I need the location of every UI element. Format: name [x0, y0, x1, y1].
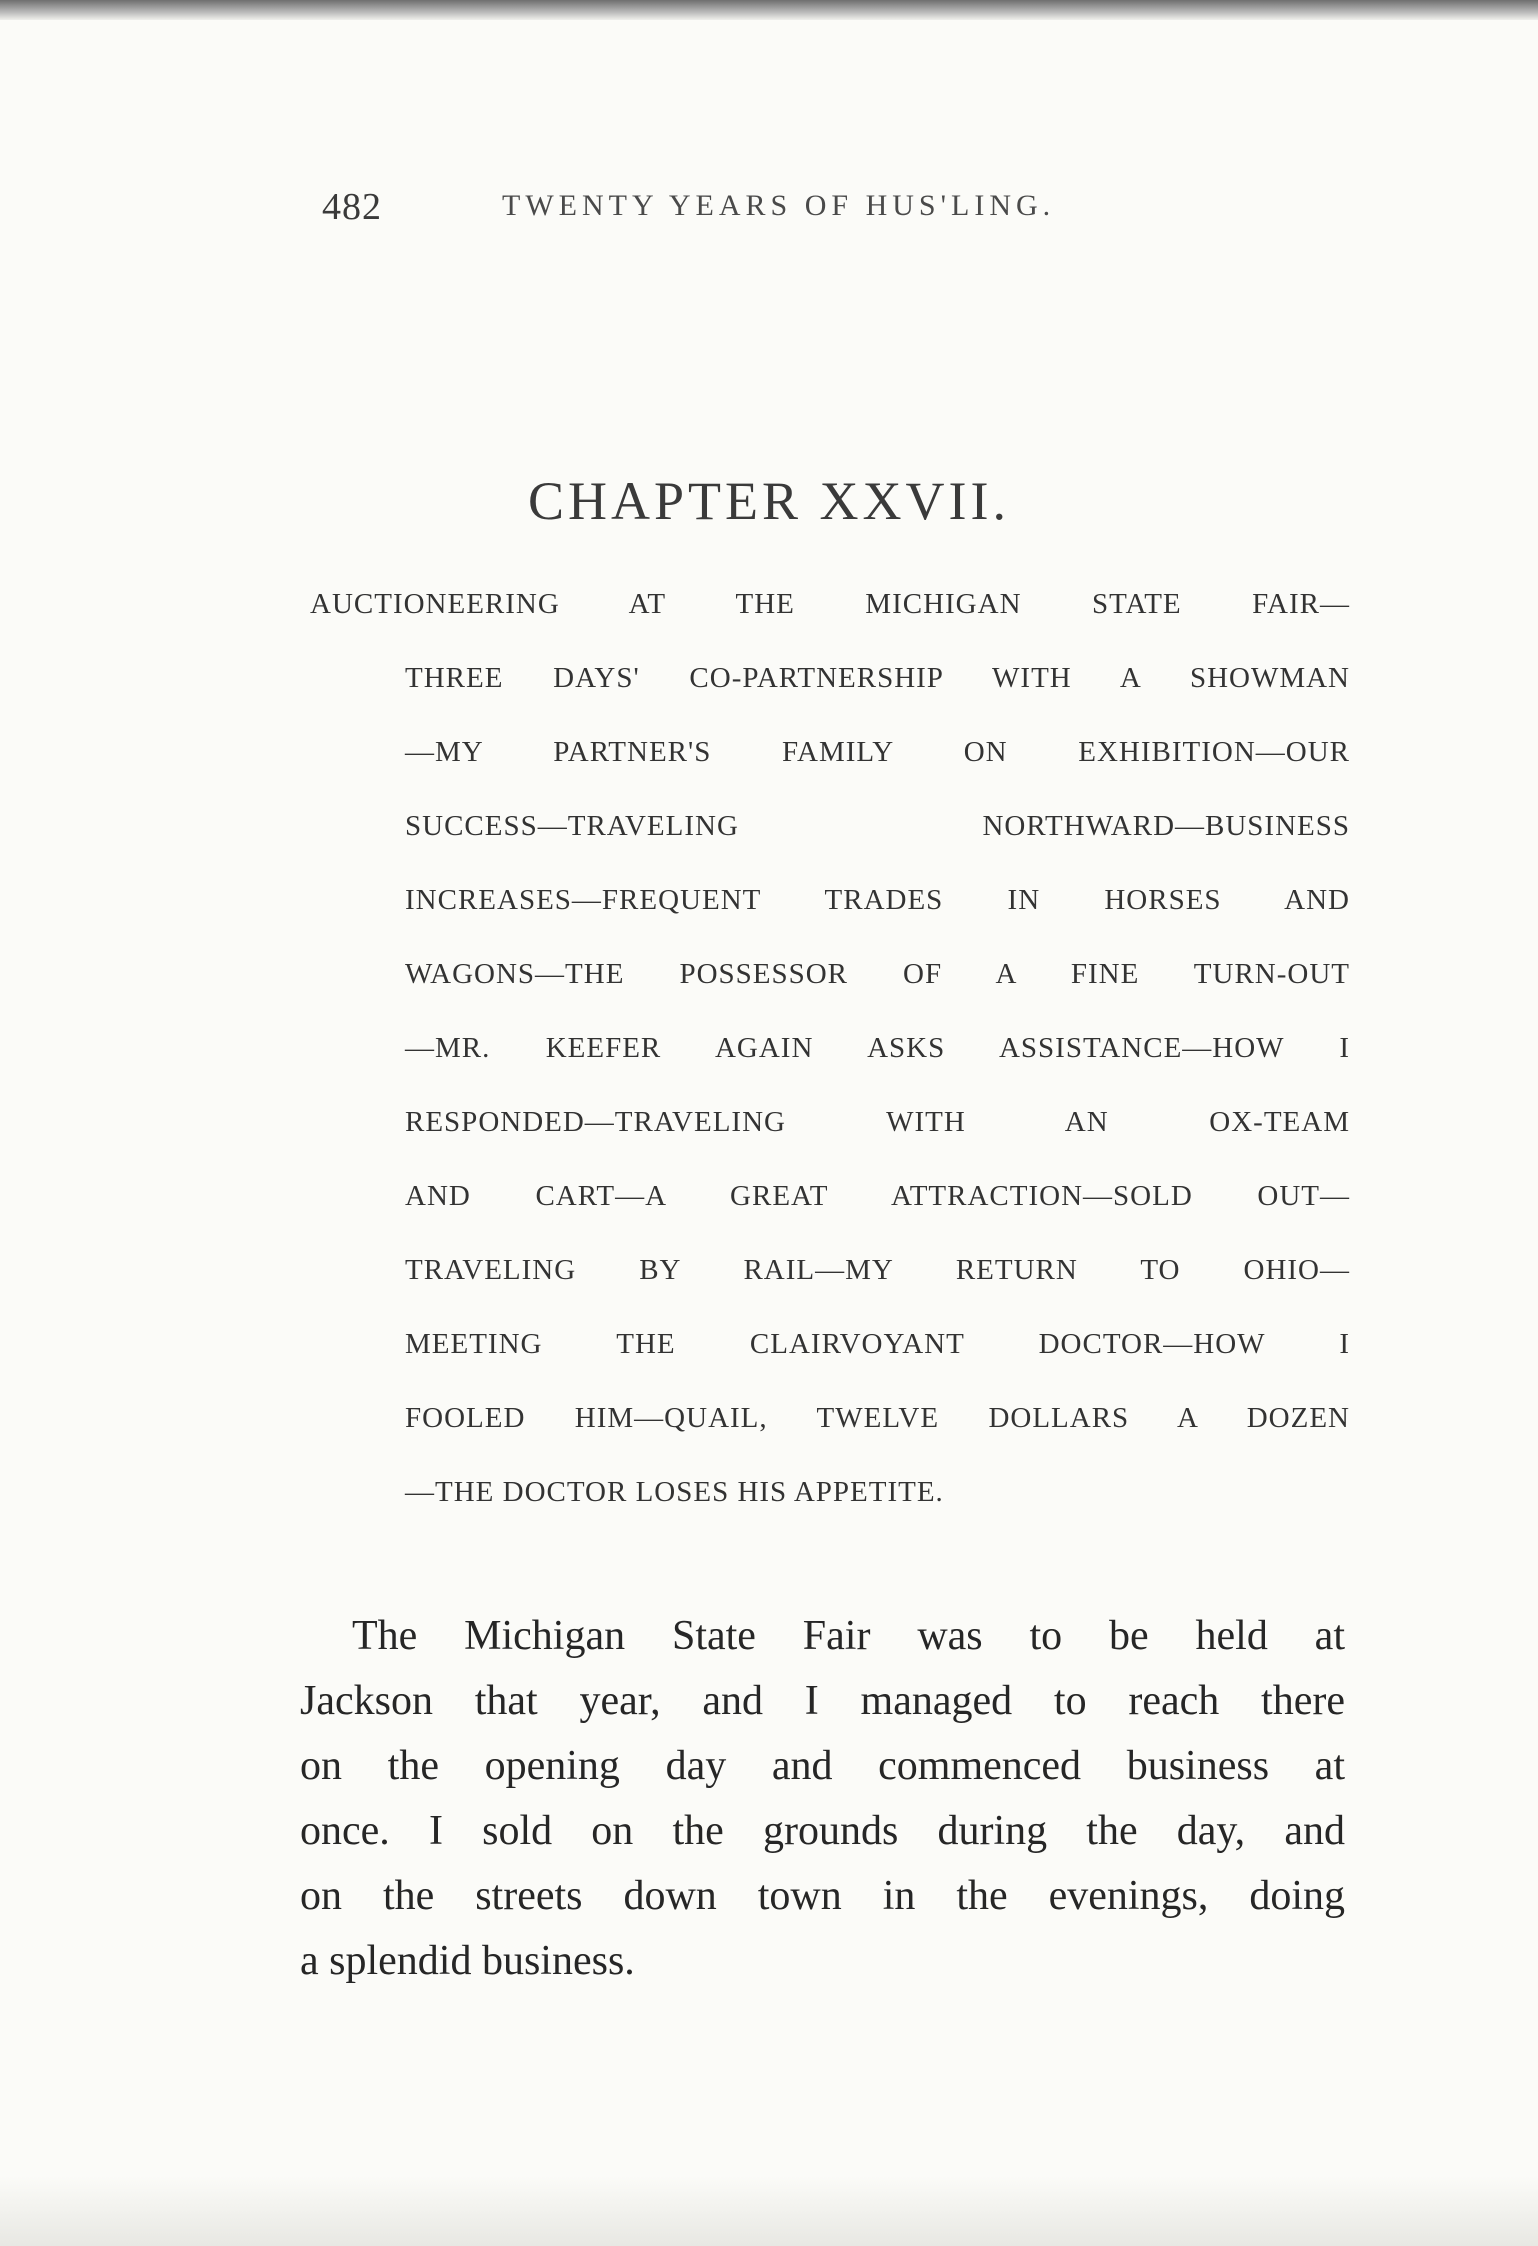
chapter-title: CHAPTER XXVII. [528, 471, 1010, 531]
body-paragraph [300, 1606, 1345, 1996]
synopsis-line: TRAVELING BY RAIL—MY RETURN TO OHIO— [405, 1254, 1350, 1286]
running-head [322, 185, 1322, 235]
synopsis-line: SUCCESS—TRAVELING NORTHWARD—BUSINESS [405, 810, 1350, 842]
synopsis-line: —THE DOCTOR LOSES HIS APPETITE. [405, 1476, 944, 1508]
body-line: once. I sold on the grounds during the day, and [300, 1808, 1345, 1854]
synopsis-line: AUCTIONEERING AT THE MICHIGAN STATE FAIR— [310, 588, 1350, 620]
chapter-synopsis [310, 588, 1350, 1550]
running-title: TWENTY YEARS OF HUS'LING. [502, 189, 1056, 222]
synopsis-line: MEETING THE CLAIRVOYANT DOCTOR—HOW I [405, 1328, 1350, 1360]
synopsis-line: —MR. KEEFER AGAIN ASKS ASSISTANCE—HOW I [405, 1032, 1350, 1064]
body-line: The Michigan State Fair was to be held at [352, 1613, 1345, 1659]
synopsis-line: INCREASES—FREQUENT TRADES IN HORSES AND [405, 884, 1350, 916]
synopsis-line: RESPONDED—TRAVELING WITH AN OX-TEAM [405, 1106, 1350, 1138]
synopsis-line: THREE DAYS' CO-PARTNERSHIP WITH A SHOWMAN [405, 662, 1350, 694]
body-line: on the opening day and commenced business at [300, 1743, 1345, 1789]
body-line: on the streets down town in the evenings, doing [300, 1873, 1345, 1919]
synopsis-line: FOOLED HIM—QUAIL, TWELVE DOLLARS A DOZEN [405, 1402, 1350, 1434]
scan-top-edge [0, 0, 1538, 20]
scan-bottom-edge [0, 2176, 1538, 2246]
body-line: Jackson that year, and I managed to reach there [300, 1678, 1345, 1724]
body-line: a splendid business. [300, 1938, 635, 1984]
synopsis-line: AND CART—A GREAT ATTRACTION—SOLD OUT— [405, 1180, 1350, 1212]
page-number: 482 [322, 186, 382, 228]
synopsis-line: WAGONS—THE POSSESSOR OF A FINE TURN-OUT [405, 958, 1350, 990]
synopsis-line: —MY PARTNER'S FAMILY ON EXHIBITION—OUR [405, 736, 1350, 768]
